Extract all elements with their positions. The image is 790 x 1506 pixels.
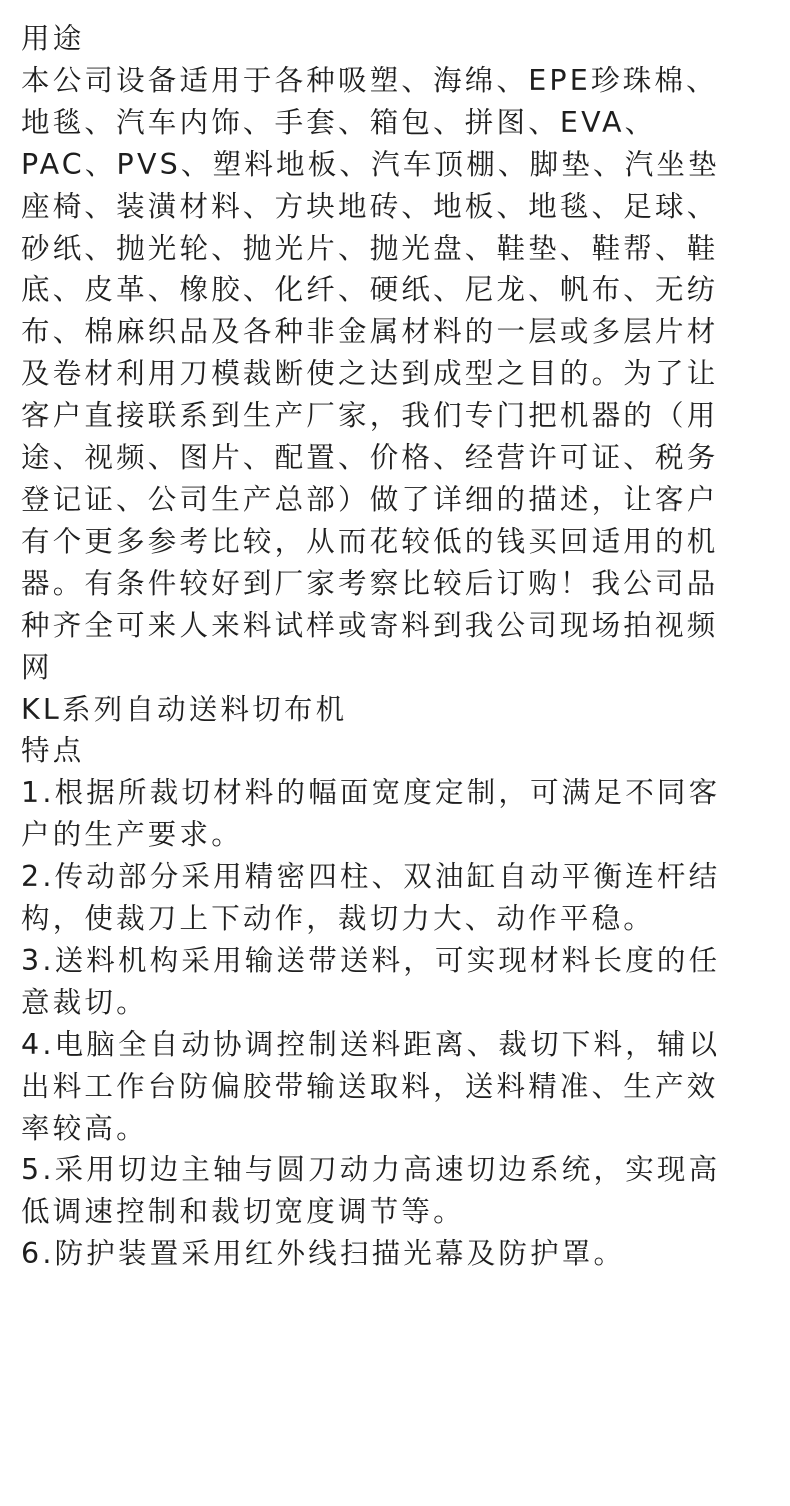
usage-line: PAC、PVS、塑料地板、汽车顶棚、脚垫、汽坐垫	[21, 147, 720, 181]
usage-line: 本公司设备适用于各种吸塑、海绵、EPE珍珠棉、	[21, 63, 718, 97]
usage-line: 及卷材利用刀模裁断使之达到成型之目的。为了让	[21, 357, 719, 391]
feature-line: 5.采用切边主轴与圆刀动力高速切边系统，实现高	[21, 1153, 721, 1187]
features-heading: 特点	[21, 734, 85, 768]
usage-paragraph	[21, 60, 761, 689]
feature-line: 6.防护装置采用红外线扫描光幕及防护罩。	[21, 1237, 626, 1271]
features-list	[21, 772, 761, 1275]
usage-line: 器。有条件较好到厂家考察比较后订购！我公司品	[21, 566, 719, 600]
usage-line: 砂纸、抛光轮、抛光片、抛光盘、鞋垫、鞋帮、鞋	[21, 231, 719, 265]
feature-line: 低调速控制和裁切宽度调节等。	[21, 1195, 465, 1229]
feature-line: 3.送料机构采用输送带送料，可实现材料长度的任	[21, 943, 721, 977]
feature-line: 4.电脑全自动协调控制送料距离、裁切下料，辅以	[21, 1027, 721, 1061]
feature-line: 出料工作台防偏胶带输送取料，送料精准、生产效	[21, 1069, 719, 1103]
feature-line: 2.传动部分采用精密四柱、双油缸自动平衡连杆结	[21, 860, 721, 894]
usage-line: 客户直接联系到生产厂家，我们专门把机器的（用	[21, 399, 719, 433]
feature-line: 1.根据所裁切材料的幅面宽度定制，可满足不同客	[21, 776, 721, 810]
usage-line: 网	[21, 650, 53, 684]
usage-line: 地毯、汽车内饰、手套、箱包、拼图、EVA、	[21, 105, 657, 139]
usage-line: 种齐全可来人来料试样或寄料到我公司现场拍视频	[21, 608, 719, 642]
usage-line: 途、视频、图片、配置、价格、经营许可证、税务	[21, 441, 719, 475]
feature-line: 户的生产要求。	[21, 818, 243, 852]
product-title: KL系列自动送料切布机	[21, 692, 348, 726]
feature-line: 率较高。	[21, 1111, 148, 1145]
usage-line: 底、皮革、橡胶、化纤、硬纸、尼龙、帆布、无纺	[21, 273, 719, 307]
usage-line: 有个更多参考比较，从而花较低的钱买回适用的机	[21, 524, 719, 558]
document-body	[21, 18, 761, 1275]
feature-line: 构，使裁刀上下动作，裁切力大、动作平稳。	[21, 902, 656, 936]
usage-line: 座椅、装潢材料、方块地砖、地板、地毯、足球、	[21, 189, 719, 223]
usage-heading: 用途	[21, 22, 85, 55]
usage-line: 登记证、公司生产总部）做了详细的描述，让客户	[21, 482, 719, 516]
feature-line: 意裁切。	[21, 985, 148, 1019]
usage-line: 布、棉麻织品及各种非金属材料的一层或多层片材	[21, 315, 719, 349]
